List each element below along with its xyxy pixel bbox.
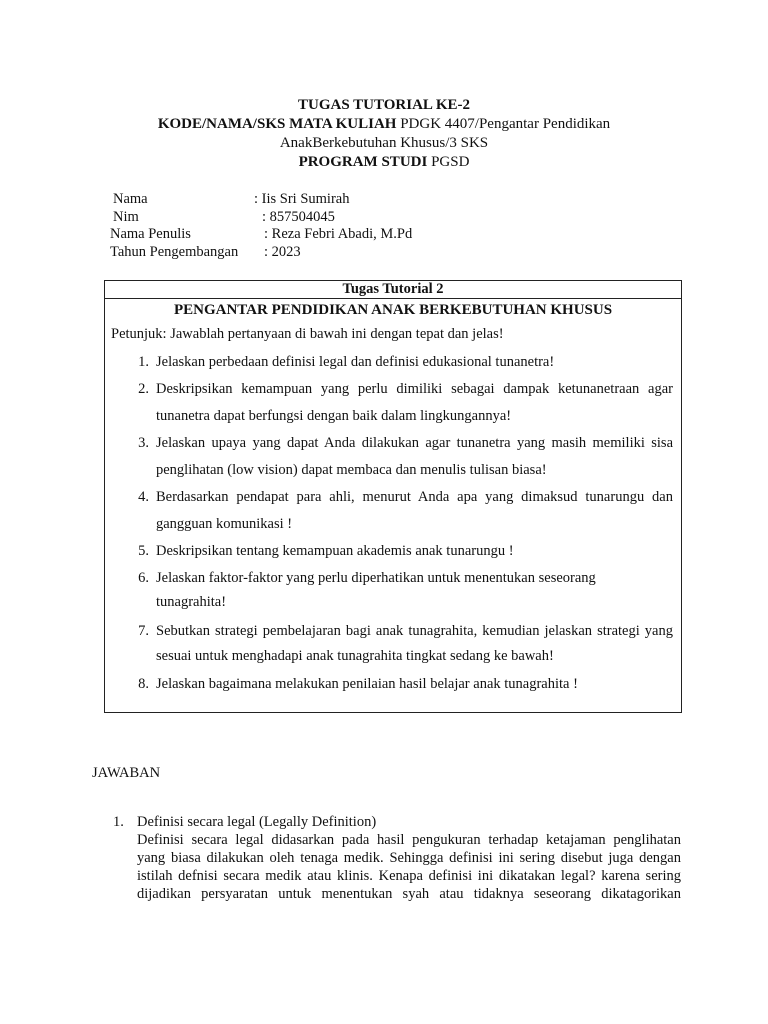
- question-number: 6.: [138, 570, 149, 586]
- question-text: [156, 353, 673, 371]
- question-line: Deskripsikan kemampuan yang perlu dimiliki sebagai dampak ketunanetraan agar: [156, 381, 673, 397]
- task-box: [104, 280, 682, 713]
- document-header: [0, 96, 768, 172]
- question-line: Deskripsikan tentang kemampuan akademis anak tunarungu !: [156, 543, 514, 559]
- answer-body: [137, 831, 681, 903]
- answer-line: istilah defnisi secara medik atau klinis. Kenapa definisi ini dikatakan legal? karena sering: [137, 868, 681, 884]
- course-code-line: [0, 115, 768, 134]
- question-number: 8.: [138, 676, 149, 692]
- question-text: [156, 675, 673, 693]
- answer-line: Definisi secara legal didasarkan pada hasil pengukuran terhadap ketajaman penglihatan: [137, 832, 681, 848]
- question-number: 2.: [138, 381, 149, 397]
- question-line: Jelaskan bagaimana melakukan penilaian hasil belajar anak tunagrahita !: [156, 676, 578, 692]
- meta-value: : Iis Sri Sumirah: [254, 191, 350, 207]
- question-number: 4.: [138, 489, 149, 505]
- meta-label: Tahun Pengembangan: [110, 243, 239, 260]
- study-program-line: [0, 153, 768, 172]
- question-line: gangguan komunikasi !: [156, 516, 293, 532]
- question-line: Berdasarkan pendapat para ahli, menurut Anda apa yang dimaksud tunarungu dan: [156, 489, 673, 505]
- question-text: [156, 488, 673, 533]
- answers-heading: JAWABAN: [92, 765, 161, 781]
- question-line: tunanetra dapat berfungsi dengan baik dalam lingkungannya!: [156, 408, 512, 424]
- answer-heading: Definisi secara legal (Legally Definition): [137, 814, 377, 830]
- tutorial-title: TUGAS TUTORIAL KE-2: [298, 97, 470, 113]
- question-text: [156, 569, 673, 611]
- question-line: tunagrahita!: [156, 594, 227, 610]
- task-instruction: Petunjuk: Jawablah pertanyaan di bawah ini dengan tepat dan jelas!: [111, 326, 504, 342]
- question-text: [156, 380, 673, 425]
- study-program-value: PGSD: [427, 154, 470, 170]
- meta-label: Nama: [113, 191, 148, 207]
- question-line: Sebutkan strategi pembelajaran bagi anak tunagrahita, kemudian jelaskan strategi yang: [156, 623, 673, 639]
- meta-value: : 857504045: [262, 208, 335, 225]
- question-text: [156, 434, 673, 479]
- course-code-label: KODE/NAMA/SKS MATA KULIAH: [157, 116, 397, 132]
- question-line: Jelaskan upaya yang dapat Anda dilakukan agar tunanetra yang masih memiliki sisa: [156, 435, 673, 451]
- question-line: penglihatan (low vision) dapat membaca dan menulis tulisan biasa!: [156, 462, 547, 478]
- question-text: [156, 622, 673, 665]
- course-name-line: AnakBerkebutuhan Khusus/3 SKS: [279, 135, 489, 151]
- task-box-title: Tugas Tutorial 2: [105, 281, 681, 299]
- question-text: [156, 542, 673, 560]
- question-number: 7.: [138, 623, 149, 639]
- meta-value: : 2023: [264, 243, 301, 260]
- question-line: Jelaskan perbedaan definisi legal dan definisi edukasional tunanetra!: [156, 354, 555, 370]
- study-program-label: PROGRAM STUDI: [298, 154, 428, 170]
- course-code-value: PDGK 4407/Pengantar Pendidikan: [396, 116, 611, 132]
- answer-line: yang biasa dilakukan oleh tenaga medik. Sehingga definisi ini sering disebut juga dengan: [137, 850, 681, 866]
- question-line: Jelaskan faktor-faktor yang perlu diperhatikan untuk menentukan seseorang: [156, 570, 596, 586]
- meta-label: Nim: [113, 208, 139, 225]
- meta-label: Nama Penulis: [110, 226, 191, 243]
- answer-line: dijadikan persyaratan untuk menentukan syah atau tidaknya seseorang dikatagorikan: [137, 886, 681, 902]
- question-line: sesuai untuk menghadapi anak tunagrahita tingkat sedang ke bawah!: [156, 648, 554, 664]
- task-main-title: PENGANTAR PENDIDIKAN ANAK BERKEBUTUHAN KHUSUS: [173, 302, 613, 318]
- question-number: 3.: [138, 435, 149, 451]
- question-number: 1.: [138, 354, 149, 370]
- meta-value: : Reza Febri Abadi, M.Pd: [264, 226, 413, 243]
- answer-number: 1.: [113, 814, 124, 830]
- question-number: 5.: [138, 543, 149, 559]
